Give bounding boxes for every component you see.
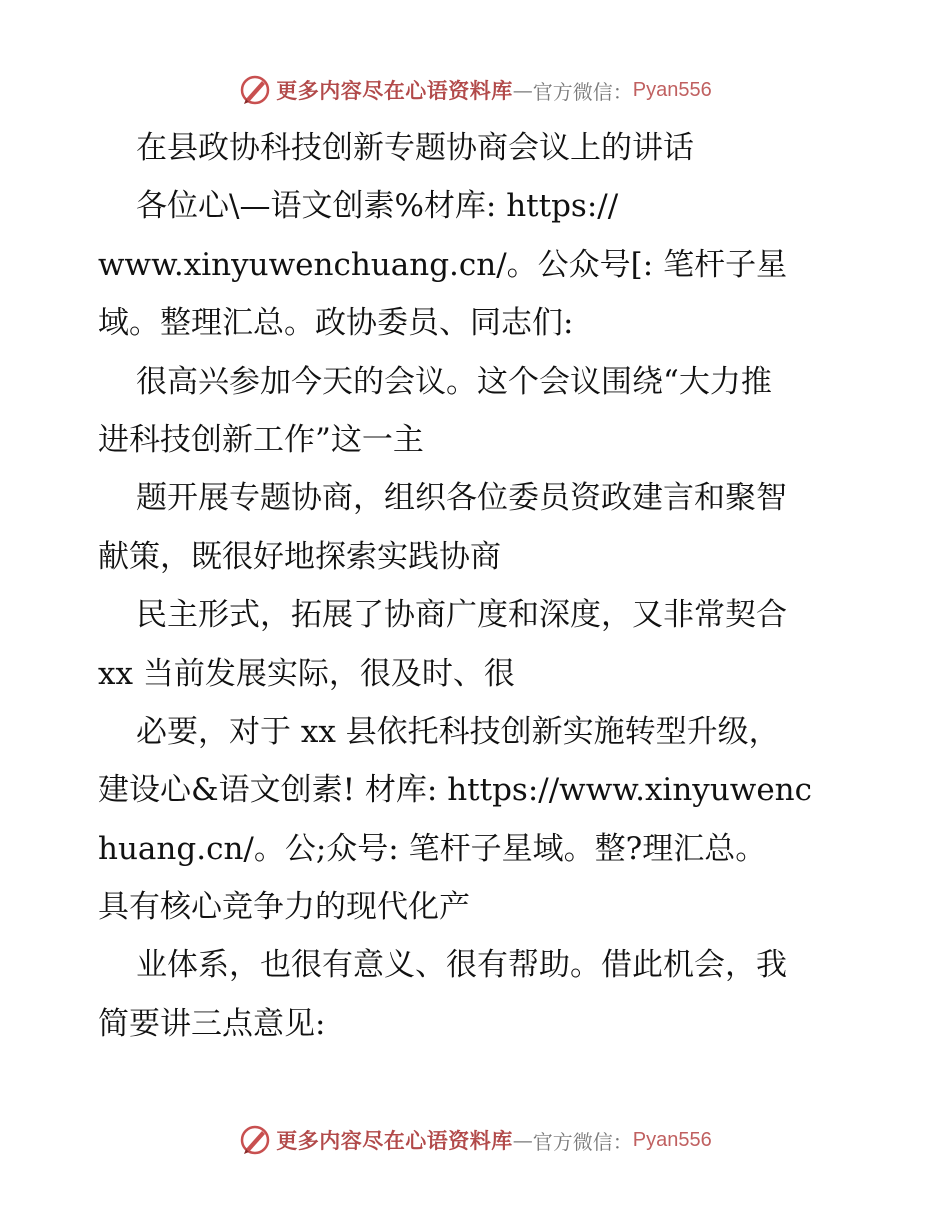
banner-wechat-id: Pyan556 [632,1128,712,1151]
banner-wechat-id: Pyan556 [632,78,712,101]
pen-logo-icon [238,1123,272,1157]
text-line: 建设心&语文创素! 材库: https://www.xinyuwenc [98,772,812,809]
banner-wechat-label: 官方微信： [532,79,633,104]
text-line: 简要讲三点意见: [98,1005,326,1042]
text-line: 具有核心竞争力的现代化产 [98,889,470,926]
pen-logo-icon [238,73,272,107]
footer-banner [0,1120,950,1160]
text-line: 很高兴参加今天的会议。这个会议围绕“大力推 [136,363,772,400]
text-line: 各位心\—语文创素%材库: https:// [136,188,619,225]
text-line: 必要，对于 xx 县依托科技创新实施转型升级， [136,713,780,750]
text-line: 题开展专题协商，组织各位委员资政建言和聚智 [136,480,787,517]
text-line: 业体系，也很有意义、很有帮助。借此机会，我 [136,947,787,984]
text-line: xx 当前发展实际，很及时、很 [98,655,515,692]
banner-text: 更多内容尽在心语资料库 [276,1128,513,1153]
document-body [98,119,854,1053]
banner-text: 更多内容尽在心语资料库 [276,78,513,103]
text-line: 进科技创新工作”这一主 [98,421,424,458]
text-line: www.xinyuwenchuang.cn/。公众号[: 笔杆子星 [98,246,788,283]
document-title: 在县政协科技创新专题协商会议上的讲话 [136,130,694,166]
banner-wechat-label: 官方微信： [532,1129,633,1154]
text-line: 献策，既很好地探索实践协商 [98,538,501,575]
text-line: 域。整理汇总。政协委员、同志们: [98,305,574,342]
header-banner [0,70,950,110]
banner-dash: — [512,78,533,102]
text-line: 民主形式，拓展了协商广度和深度，又非常契合 [136,597,787,634]
text-line: huang.cn/。公;众号: 笔杆子星域。整?理汇总。 [98,830,767,867]
banner-dash: — [512,1128,533,1152]
